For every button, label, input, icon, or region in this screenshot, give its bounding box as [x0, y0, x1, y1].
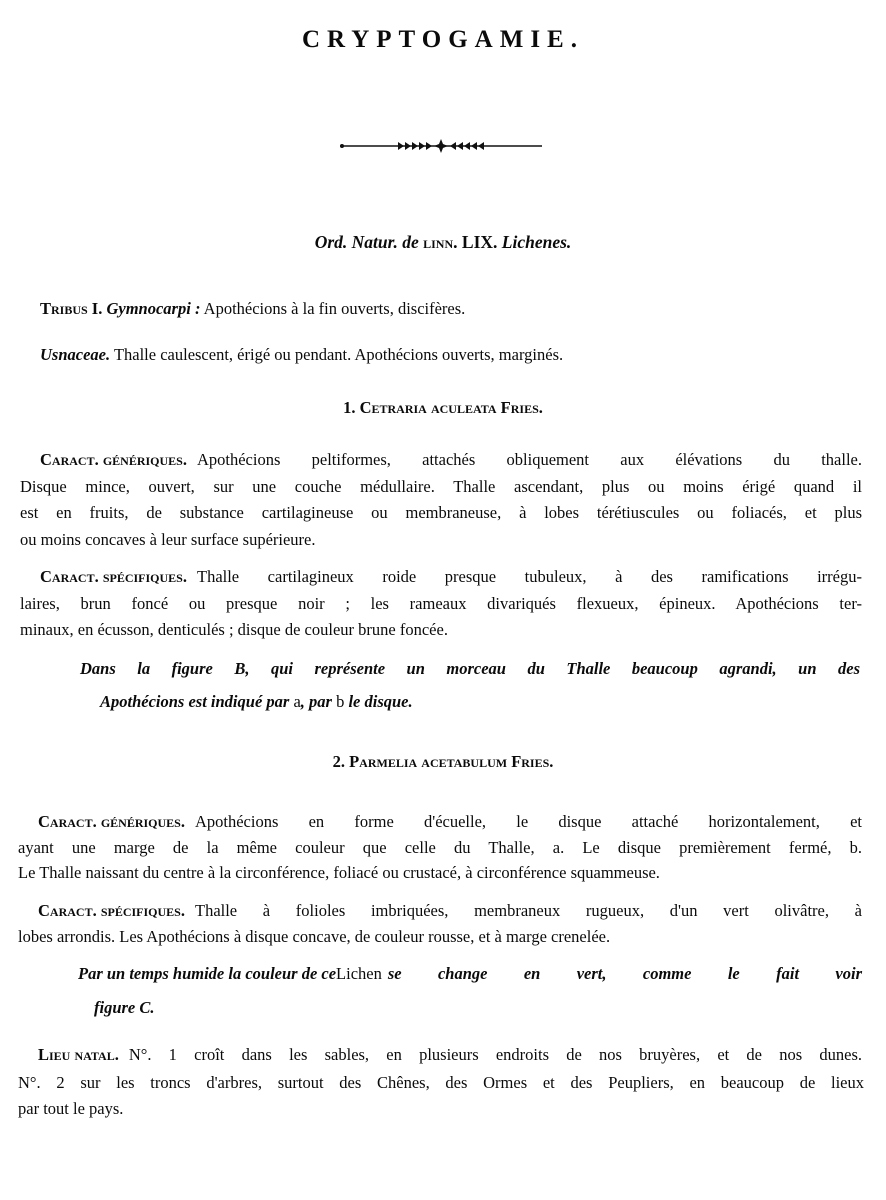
lieu-natal-text: N°. 1 croît dans les sables, en plusieurs endroits de nos bruyères, et de nos dunes. — [128, 1045, 862, 1064]
species-2-generic-line-3: Le Thalle naissant du centre à la circonférence, foliacé ou crustacé, à circonférence squammeuse. — [18, 863, 660, 882]
species-1-specific-label: Caract. spécifiques. — [40, 567, 187, 586]
lieu-natal-label: Lieu natal. — [38, 1045, 119, 1064]
species-1-heading — [0, 398, 886, 418]
species-1-generic-line-4: ou moins concaves à leur surface supérieure. — [20, 530, 316, 549]
species-1-specific-line-2: laires, brun foncé ou presque noir ; les rameaux divariqués flexueux, épineux. Apothécions ter- — [20, 594, 862, 613]
species-1-specific-line-1 — [40, 567, 862, 587]
species-2-note-line-2: figure C. — [94, 998, 155, 1017]
note-part-c: se change en vert, comme le fait voir — [387, 964, 862, 983]
species-1-name: Cetraria aculeata Fries. — [359, 398, 543, 417]
species-1-specific-line-3: minaux, en écusson, denticulés ; disque de couleur brune foncée. — [20, 620, 448, 639]
species-2-specific-label: Caract. spécifiques. — [38, 901, 185, 920]
tribus-description: Apothécions à la fin ouverts, discifères. — [203, 299, 466, 318]
note-2-part-e: le disque. — [348, 692, 413, 711]
lieu-natal-line-1 — [38, 1045, 862, 1065]
order-heading — [0, 232, 886, 252]
note-part-a: Par un temps humide la couleur de ce — [78, 964, 337, 983]
species-2-generic-line-2: ayant une marge de la même couleur que celle du Thalle, a. Le disque premièrement fermé, b. — [18, 838, 862, 857]
usnaceae-line — [40, 345, 860, 365]
species-1-specific-text: Thalle cartilagineux roide presque tubuleux, à des ramifications irrégu- — [196, 567, 862, 586]
order-number: LIX. — [461, 232, 498, 252]
species-1-note-line-1: Dans la figure B, qui représente un morceau du Thalle beaucoup agrandi, un des — [80, 659, 860, 678]
species-2-specific-line-2: lobes arrondis. Les Apothécions à disque concave, de couleur rousse, et à marge crenelée. — [18, 927, 611, 946]
order-prefix: Ord. Natur. de — [314, 232, 419, 252]
species-2-note-line-1 — [78, 964, 862, 984]
tribus-label: Tribus I. — [40, 299, 103, 318]
lieu-natal-line-2: N°. 2 sur les troncs d'arbres, surtout des Chênes, des Ormes et des Peupliers, en beaucoup de lieux — [18, 1073, 864, 1092]
tribus-line — [40, 299, 840, 319]
species-2-generic-text: Apothécions en forme d'écuelle, le disque attaché horizontalement, et — [194, 812, 862, 831]
species-2-name: Parmelia acetabulum Fries. — [349, 752, 554, 771]
note-2-part-a: Apothécions est indiqué par — [100, 692, 290, 711]
order-name: Lichenes. — [501, 232, 572, 252]
species-1-generic-line-3: est en fruits, de substance cartilagineuse ou membraneuse, à lobes térétiuscules ou foliacés, et plus — [20, 503, 862, 522]
species-2-generic-label: Caract. génériques. — [38, 812, 185, 831]
species-2-generic-line-1 — [38, 812, 862, 832]
species-2-specific-text: Thalle à folioles imbriquées, membraneux rugueux, d'un vert olivâtre, à — [194, 901, 862, 920]
species-2-specific-line-1 — [38, 901, 862, 921]
species-2-heading — [0, 752, 886, 772]
note-2-part-d: b — [336, 692, 345, 711]
note-part-b: Lichen — [336, 964, 382, 983]
species-1-note-line-2 — [100, 692, 800, 712]
usnaceae-description: Thalle caulescent, érigé ou pendant. Apothécions ouverts, marginés. — [113, 345, 564, 364]
usnaceae-name: Usnaceae. — [40, 345, 111, 364]
page-title: CRYPTOGAMIE. — [302, 26, 584, 53]
species-1-generic-line-2: Disque mince, ouvert, sur une couche médullaire. Thalle ascendant, plus ou moins érigé quand il — [20, 477, 862, 496]
species-1-generic-text: Apothécions peltiformes, attachés obliquement aux élévations du thalle. — [196, 450, 862, 469]
note-2-part-b: a — [293, 692, 301, 711]
order-linn: linn. — [423, 232, 458, 252]
tribus-name: Gymnocarpi : — [106, 299, 201, 318]
species-1-generic-label: Caract. génériques. — [40, 450, 187, 469]
species-1-generic-line-1 — [40, 450, 862, 470]
note-2-part-c: , par — [300, 692, 332, 711]
species-2-number: 2. — [332, 752, 345, 771]
lieu-natal-line-3: par tout le pays. — [18, 1099, 124, 1118]
species-1-number: 1. — [343, 398, 356, 417]
ornament-divider — [340, 138, 542, 154]
